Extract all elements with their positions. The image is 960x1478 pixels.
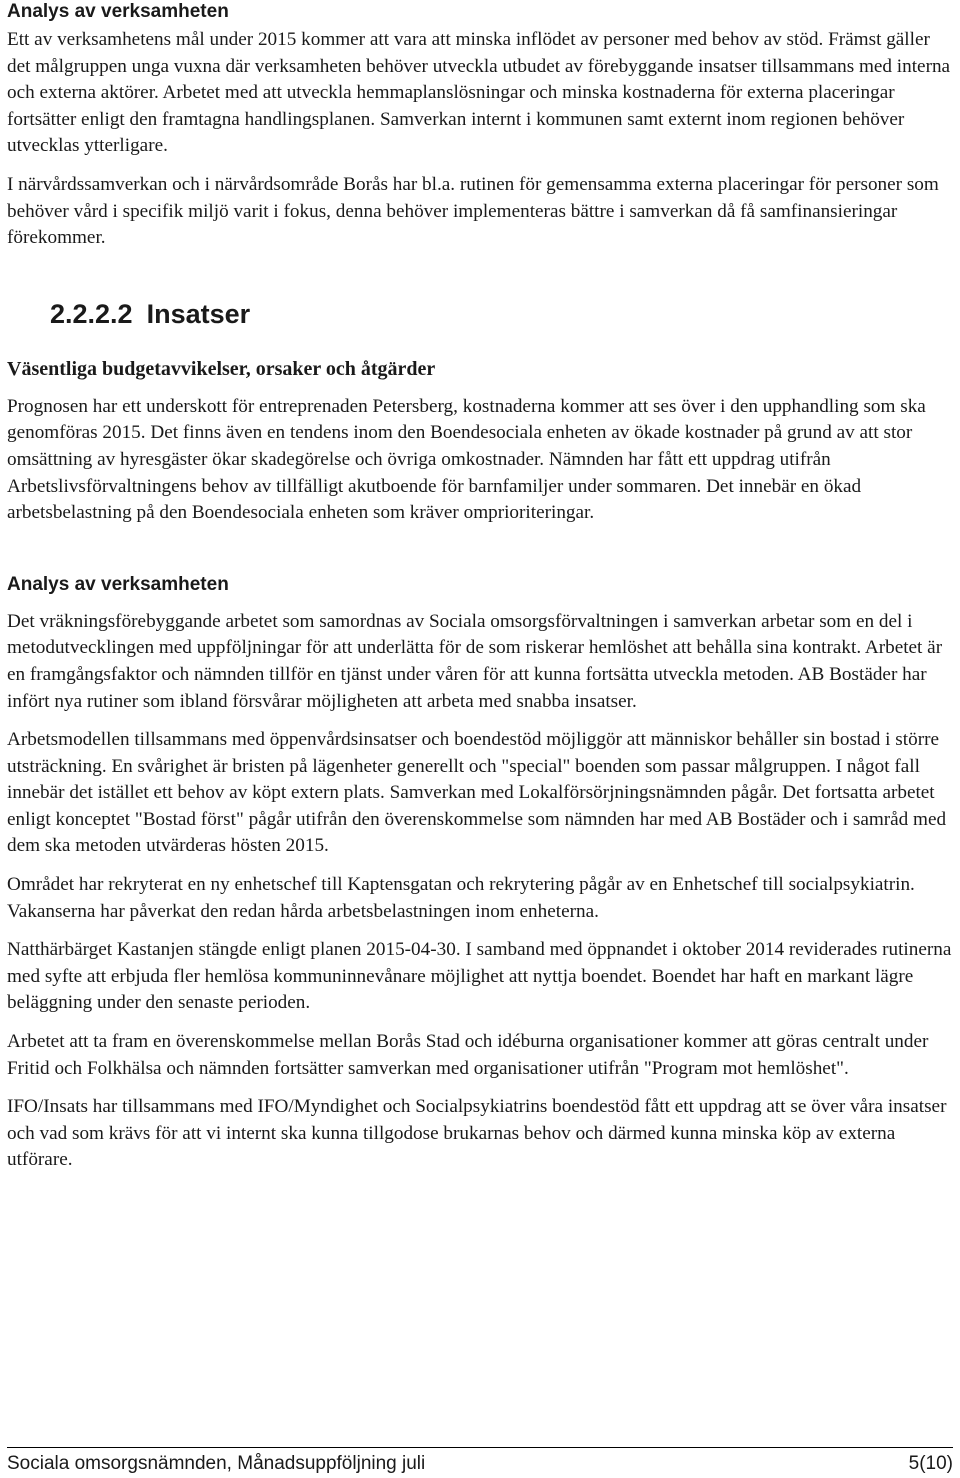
- subheading-budgetavvikelser: Väsentliga budgetavvikelser, orsaker och åtgärder: [7, 357, 436, 380]
- paragraph: Det vräkningsförebyggande arbetet som samordnas av Sociala omsorgsförvaltningen i samverkan arbetar som en del i metodutvecklingen med uppföljningar för att underlätta för de som riskerar hemlöshet att behålla sina kontrakt. Arbetet är en framgångsfaktor och nämnden tillför en tjänst under våren för att kunna fortsätta utveckla metoden. AB Bostäder har infört nya rutiner som ibland försvårar möjligheten att arbeta med snabba insatser.: [7, 610, 943, 712]
- paragraph: Området har rekryterat en ny enhetschef till Kaptensgatan och rekrytering pågår av en Enhetschef till socialpsykiatrin. Vakanserna har påverkat den redan hårda arbetsbelastningen inom enheterna.: [7, 874, 915, 922]
- section-number: 2.2.2.2: [50, 298, 133, 329]
- section-heading-analys-2: Analys av verksamheten: [7, 573, 229, 595]
- paragraph: I närvårdssamverkan och i närvårdsområde Borås har bl.a. rutinen för gemensamma externa placeringar för personer som behöver vård i specifik miljö varit i fokus, denna behöver implementeras bättre i samverkan då få samfinansieringar förekommer.: [7, 173, 939, 249]
- section-heading-analys-1: Analys av verksamheten: [7, 1, 229, 22]
- paragraph: Arbetsmodellen tillsammans med öppenvårdsinsatser och boendestöd möjliggör att människor behåller sin bostad i större utsträckning. En svårighet är bristen på lägenheter generellt och "special" boenden som passar målgruppen. I något fall innebär det istället ett behov av köpt extern plats. Samverkan med Lokalförsörjningsnämnden pågår. Det fortsatta arbetet enligt konceptet "Bostad först" pågår utifrån den överenskommelse som nämnden har med AB Bostäder och i samråd med dem ska metoden utvärderas hösten 2015.: [7, 729, 947, 857]
- page-number: 5(10): [908, 1453, 953, 1474]
- paragraph: Arbetet att ta fram en överenskommelse mellan Borås Stad och idéburna organisationer kommer att göras centralt under Fritid och Folkhälsa och nämnden fortsätter samverkan med organisationer utifrån "Program mot hemlöshet".: [7, 1031, 929, 1079]
- paragraph: Prognosen har ett underskott för entreprenaden Petersberg, kostnaderna kommer att ses över i den upphandling som ska genomföras 2015. Det finns även en tendens inom den Boendesociala enheten av ökade kostnader på grund av att stor omsättning av hyresgäster ökar skadegörelse och övriga omkostnader. Nämnden har fått ett uppdrag utifrån Arbetslivsförvaltningens behov av tillfälligt akutboende för barnfamiljer under sommaren. Det innebär en ökad arbetsbelastning på den Boendesociala enheten som kräver omprioriteringar.: [7, 395, 926, 524]
- document-page: [7, 0, 953, 1174]
- section-title: Insatser: [146, 298, 251, 329]
- paragraph: Ett av verksamhetens mål under 2015 kommer att vara att minska inflödet av personer med behov av stöd. Främst gäller det målgruppen unga vuxna där verksamheten behöver utveckla utbudet av förebyggande insatser tillsammans med interna och externa aktörer. Arbetet med att utveckla hemmaplanslösningar och minska kostnaderna för externa placeringar fortsätter enligt den framtagna handlingsplanen. Samverkan internt i kommunen samt externt inom regionen behöver utvecklas ytterligare.: [7, 29, 951, 157]
- section-title-insatser: [7, 298, 953, 330]
- paragraph: Natthärbärget Kastanjen stängde enligt planen 2015-04-30. I samband med öppnandet i oktober 2014 reviderades rutinerna med syfte att erbjuda fler hemlösa kommuninnevånare möjlighet att nyttja boendet. Boendet har haft en markant lägre beläggning under den senaste perioden.: [7, 939, 952, 1014]
- footer-title: Sociala omsorgsnämnden, Månadsuppföljning juli: [7, 1453, 426, 1474]
- paragraph: IFO/Insats har tillsammans med IFO/Myndighet och Socialpsykiatrins boendestöd fått ett uppdrag att se över våra insatser och vad som krävs för att vi internt ska kunna tillgodose brukarnas behov och därmed kunna minska köp av externa utförare.: [7, 1096, 947, 1171]
- page-footer: [7, 1447, 953, 1476]
